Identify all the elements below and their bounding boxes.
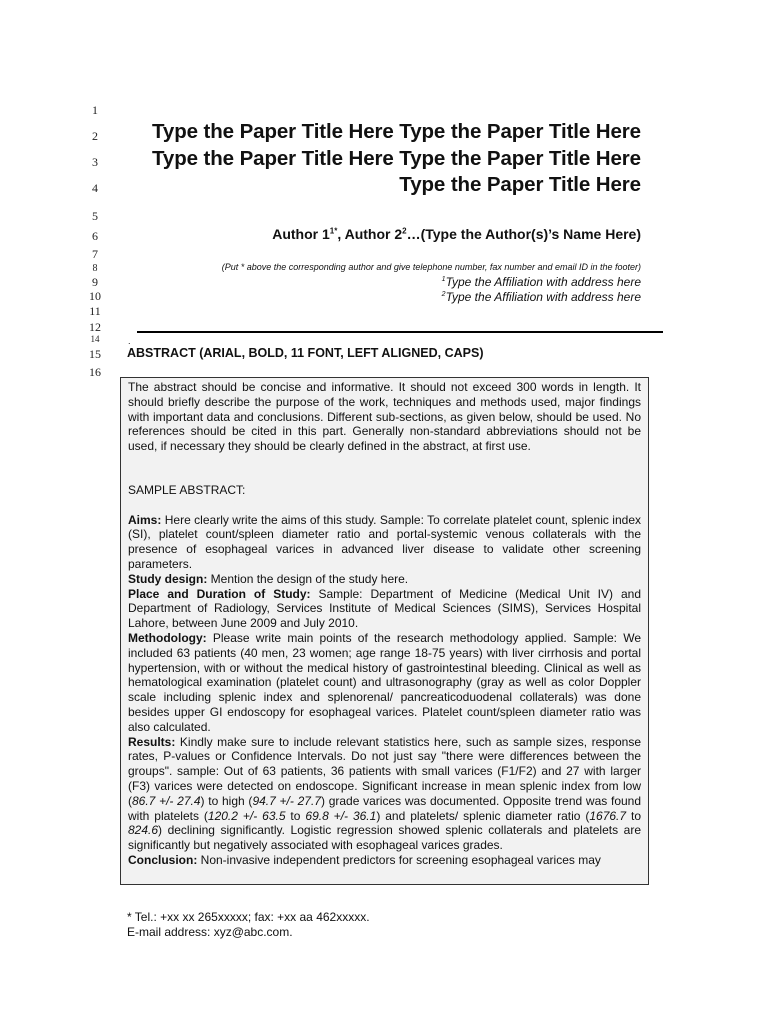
abstract-intro: The abstract should be concise and informative. It should not exceed 300 words in length. It should briefly describe the purpose of the work, techniques and methods used, major findings with important data and conclusions. Different sub-sections, as given below, should be used. No references should be cited in this part. Generally non-standard abbreviations should not be used, if necessary they should be clearly defined in the abstract, at first use. xyxy=(128,380,641,454)
author-instructions: …(Type the Author(s)’s Name Here) xyxy=(406,226,641,242)
results-text: ) grade varices was documented. Opposite trend was found with platelets ( xyxy=(128,793,642,823)
results-text: Kindly make sure to include relevant statistics here, such as sample sizes, response rates, P-values or Confidence Intervals. Do not just say "there were differences between the groups". sample: Out of 63 patients, 36 patients with small varices (F1/F2) and 27 with larger (F3) varices were detected on endoscope. Significant increase in mean splenic index from low ( xyxy=(128,734,641,808)
conclusion-label: Conclusion: xyxy=(128,852,198,867)
author-2-sup: 2 xyxy=(402,226,407,236)
affiliation-2 xyxy=(442,290,641,304)
author-line xyxy=(272,226,641,242)
methodology-paragraph xyxy=(128,631,641,735)
line-number: 16 xyxy=(89,365,101,379)
results-text: to xyxy=(626,808,642,823)
footnote-contact: * Tel.: +xx xx 265xxxxx; fax: +xx aa 462xxxxx. xyxy=(127,910,370,924)
horizontal-rule xyxy=(137,331,663,333)
results-value: 69.8 +/- 36.1 xyxy=(305,808,377,823)
line-number: 7 xyxy=(92,247,98,261)
affiliation-1-text: Type the Affiliation with address here xyxy=(445,275,641,289)
line-number: 2 xyxy=(92,129,98,143)
place-text: Sample: Department of Medicine (Medical Unit IV) and Department of Radiology, Services Institute of Medical Sciences (SIMS), Services Hospital Lahore, between June 2009 and July 2010. xyxy=(128,586,642,631)
results-value: 1676.7 xyxy=(589,808,627,823)
footnote-email: E-mail address: xyz@abc.com. xyxy=(127,925,293,939)
place-label: Place and Duration of Study: xyxy=(128,586,311,601)
line-number: 10 xyxy=(89,289,101,303)
place-paragraph xyxy=(128,587,641,631)
line-number: 11 xyxy=(89,304,101,318)
author-2: , Author 2 xyxy=(337,226,403,242)
line-number: 8 xyxy=(92,263,98,274)
line-number: 15 xyxy=(89,347,101,361)
line-number: 4 xyxy=(92,181,98,195)
aims-label: Aims: xyxy=(128,512,162,527)
results-text: to xyxy=(285,808,306,823)
results-text: ) declining significantly. Logistic regression showed splenic collaterals and platelets are significantly but negatively associated with esophageal varices grades. xyxy=(128,823,641,853)
results-paragraph xyxy=(128,735,641,853)
conclusion-text: Non-invasive independent predictors for screening esophageal varices may xyxy=(197,852,601,867)
aims-text: Here clearly write the aims of this study. Sample: To correlate platelet count, splenic index (SI), platelet count/spleen diameter ratio and portal-systemic venous collaterals with the presence of esophageal varices in advanced liver disease to validate other screening parameters. xyxy=(128,512,641,571)
results-value: 120.2 +/- 63.5 xyxy=(207,808,286,823)
affiliation-2-sup: 2 xyxy=(441,291,446,298)
paper-title: Type the Paper Title Here Type the Paper Title Here Type the Paper Title Here Type the Paper Title Here Type the Paper Title Here xyxy=(152,120,641,196)
author-1-sup: 1* xyxy=(329,226,338,236)
methodology-label: Methodology: xyxy=(128,630,207,645)
line-number: 1 xyxy=(92,103,98,117)
author-1: Author 1 xyxy=(272,226,330,242)
line-number: 12 xyxy=(89,320,101,334)
abstract-box xyxy=(120,377,649,885)
line-number: 14 xyxy=(90,334,100,344)
affiliation-2-text: Type the Affiliation with address here xyxy=(445,290,641,304)
affiliation-1 xyxy=(442,275,641,289)
line-number: 5 xyxy=(92,209,98,223)
results-label: Results: xyxy=(128,734,176,749)
results-value: 824.6 xyxy=(128,823,159,838)
design-label: Study design: xyxy=(128,571,208,586)
corresponding-author-note: (Put * above the corresponding author and give telephone number, fax number and email ID in the footer) xyxy=(221,262,641,272)
footnote xyxy=(127,910,370,940)
results-value: 86.7 +/- 27.4 xyxy=(132,793,201,808)
line-number: 3 xyxy=(92,155,98,169)
conclusion-paragraph xyxy=(128,853,641,868)
small-dot: . xyxy=(128,336,131,346)
sample-abstract-heading: SAMPLE ABSTRACT: xyxy=(128,482,246,497)
results-text: ) to high ( xyxy=(200,793,253,808)
design-text: Mention the design of the study here. xyxy=(207,571,409,586)
affiliation-1-sup: 1 xyxy=(441,276,446,283)
results-text: ) and platelets/ splenic diameter ratio ( xyxy=(376,808,590,823)
aims-paragraph xyxy=(128,513,641,572)
line-number: 6 xyxy=(92,229,98,243)
abstract-heading: ABSTRACT (ARIAL, BOLD, 11 FONT, LEFT ALIGNED, CAPS) xyxy=(127,346,484,360)
line-number: 9 xyxy=(92,275,98,289)
methodology-text: Please write main points of the research methodology applied. Sample: We included 63 patients (40 men, 23 women; age range 18-75 years) with liver cirrhosis and portal hypertension, with or without the medical history of gastrointestinal bleeding. Clinical as well as hematological examination (platelet count) and ultrasonography (gray as well as color Doppler scale including splenic index and splenorenal/ pancreaticoduodenal collaterals) was done besides upper GI endoscopy for esophageal varices. Platelet count/spleen diameter ratio was also calculated. xyxy=(128,630,641,734)
design-paragraph xyxy=(128,572,641,587)
results-value: 94.7 +/- 27.7 xyxy=(252,793,321,808)
